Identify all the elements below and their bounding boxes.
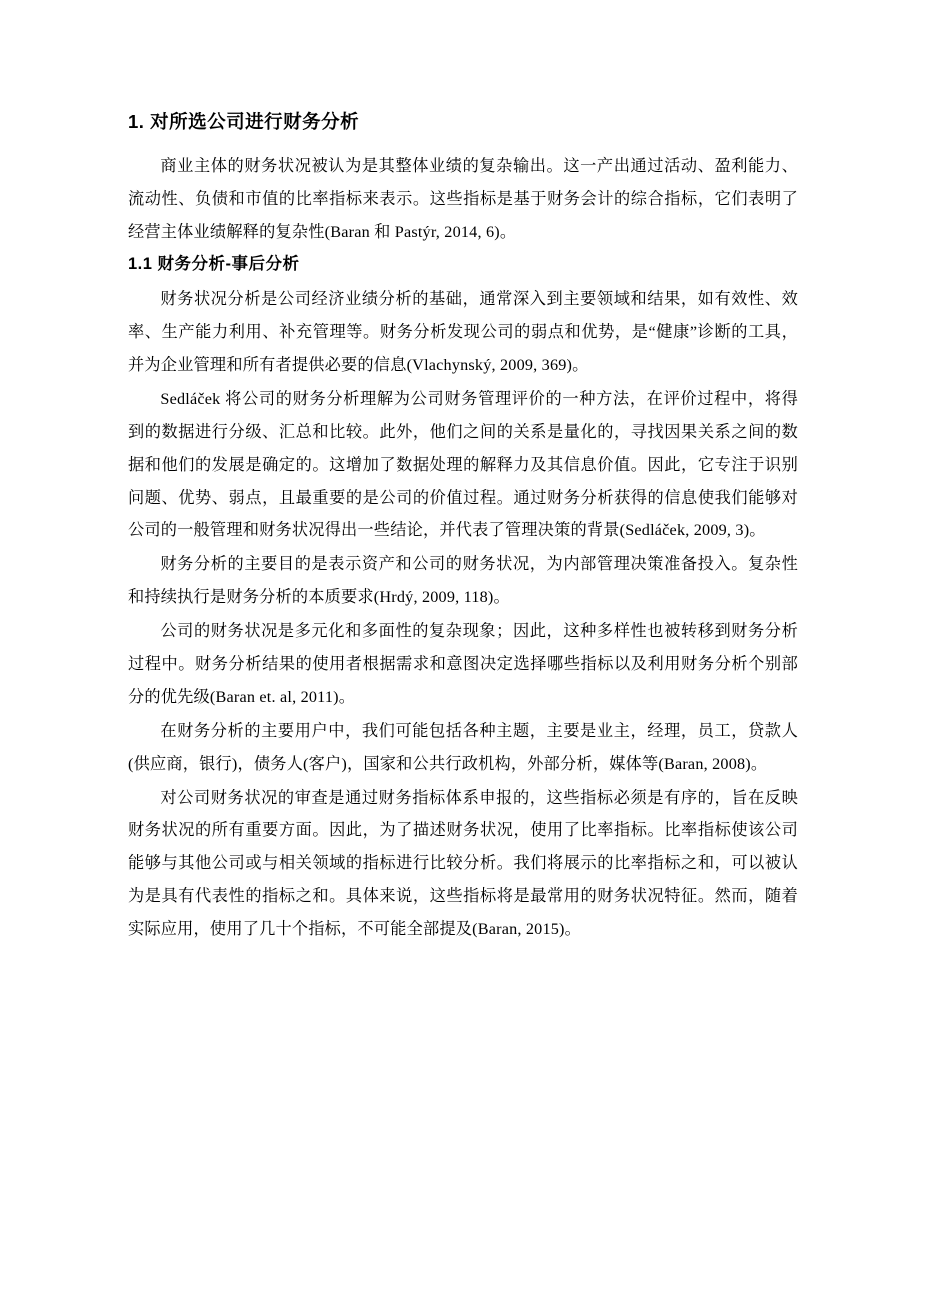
section-heading-1-1: 1.1 财务分析-事后分析 [128,255,300,274]
paragraph-sedlacek: Sedláček 将公司的财务分析理解为公司财务管理评价的一种方法，在评价过程中，将得到的数据进行分级、汇总和比较。此外，他们之间的关系是量化的，寻找因果关系之间的数据和他们的发展是确定的。这增加了数据处理的解释力及其信息价值。因此，它专注于识别问题、优势、弱点，且最重要的是公司的价值过程。通过财务分析获得的信息使我们能够对公司的一般管理和财务状况得出一些结论，并代表了管理决策的背景(Sedláček, 2009, 3)。 [128,389,798,540]
paragraph-ratio-indicators: 对公司财务状况的审查是通过财务指标体系申报的，这些指标必须是有序的，旨在反映财务状况的所有重要方面。因此，为了描述财务状况，使用了比率指标。比率指标使该公司能够与其他公司或与相关领域的指标进行比较分析。我们将展示的比率指标之和，可以被认为是具有代表性的指标之和。具体来说，这些指标将是最常用的财务状况特征。然而，随着实际应用，使用了几十个指标，不可能全部提及(Baran, 2015)。 [128,788,798,939]
paragraph-main-purpose: 财务分析的主要目的是表示资产和公司的财务状况，为内部管理决策准备投入。复杂性和持续执行是财务分析的本质要求(Hrdý, 2009, 118)。 [128,555,798,607]
paragraph-intro: 商业主体的财务状况被认为是其整体业绩的复杂输出。这一产出通过活动、盈利能力、流动性、负债和市值的比率指标来表示。这些指标是基于财务会计的综合指标，它们表明了经营主体业绩解释的复杂性(Baran 和 Pastýr, 2014, 6)。 [128,156,798,241]
section-heading-1: 1. 对所选公司进行财务分析 [128,111,360,132]
paragraph-users: 在财务分析的主要用户中，我们可能包括各种主题，主要是业主，经理，员工，贷款人(供应商，银行)，债务人(客户)，国家和公共行政机构，外部分析，媒体等(Baran, 2008)。 [128,721,798,773]
paragraph-financial-analysis-basis: 财务状况分析是公司经济业绩分析的基础，通常深入到主要领域和结果，如有效性、效率、生产能力利用、补充管理等。财务分析发现公司的弱点和优势，是“健康”诊断的工具，并为企业管理和所有者提供必要的信息(Vlachynský, 2009, 369)。 [128,290,798,374]
paragraph-complexity: 公司的财务状况是多元化和多面性的复杂现象；因此，这种多样性也被转移到财务分析过程中。财务分析结果的使用者根据需求和意图决定选择哪些指标以及利用财务分析个别部分的优先级(Baran et. al, 2011)。 [128,622,798,706]
